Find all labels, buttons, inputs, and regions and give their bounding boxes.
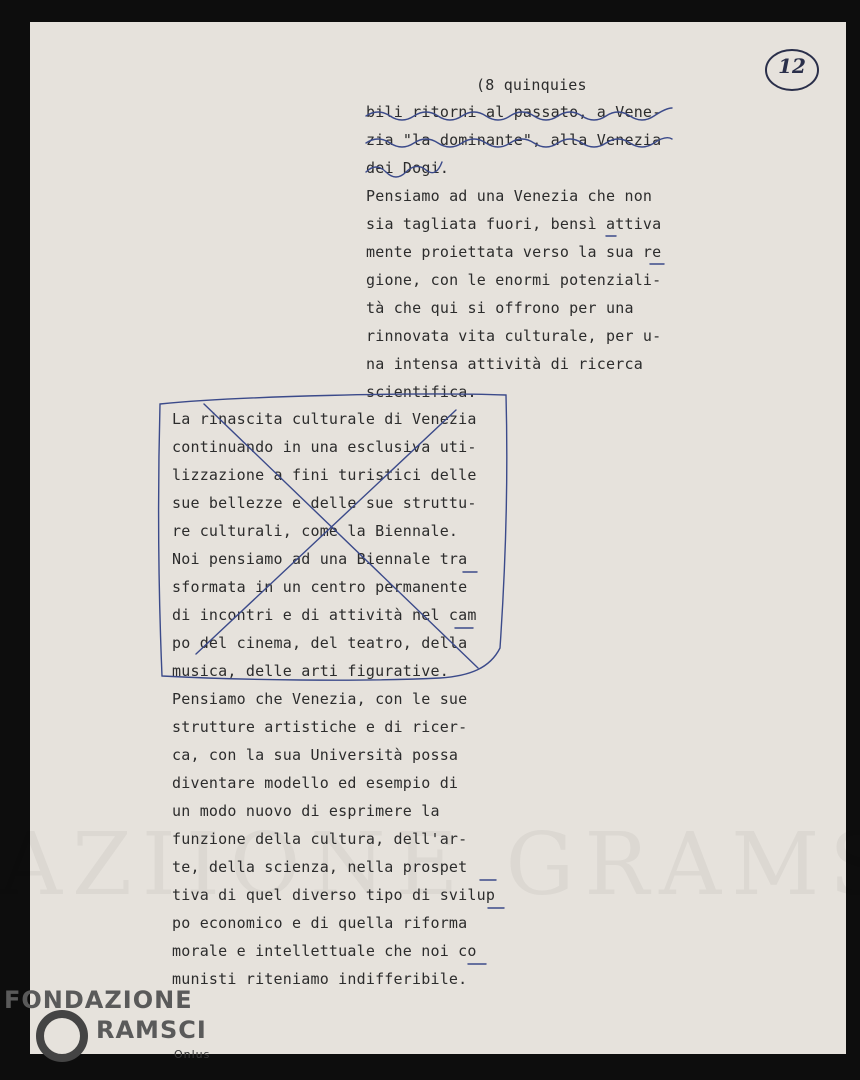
crossed-text-line: re culturali, come la Biennale. [172,522,459,540]
crossed-text-line: lizzazione a fini turistici delle [172,466,477,484]
crossed-text-line: sformata in un centro permanente [172,578,468,596]
page-number: 12 [778,54,806,78]
archive-logo [4,986,214,1076]
text-line: dei Dogi. [366,159,450,177]
text-line: ca, con la sua Università possa [172,746,459,764]
text-line: funzione della cultura, dell'ar- [172,830,468,848]
text-line: zia "la dominante", alla Venezia [366,131,662,149]
text-line: tà che qui si offrono per una [366,299,634,317]
text-line: na intensa attività di ricerca [366,355,643,373]
text-line: morale e intellettuale che noi co [172,942,477,960]
text-line: tiva di quel diverso tipo di svilup [172,886,496,904]
crossed-text-line: Noi pensiamo ad una Biennale tra [172,550,468,568]
logo-g-mark [36,1010,88,1062]
section-heading: (8 quinquies [476,76,587,94]
crossed-text-line: sue bellezze e delle sue struttu- [172,494,477,512]
crossed-text-line: di incontri e di attività nel cam [172,606,477,624]
text-line: po economico e di quella riforma [172,914,468,932]
text-line: diventare modello ed esempio di [172,774,459,792]
text-line: gione, con le enormi potenziali- [366,271,662,289]
logo-line-3: Onlus [174,1048,211,1061]
text-line: munisti riteniamo indifferibile. [172,970,468,988]
crossed-text-line: po del cinema, del teatro, della [172,634,468,652]
text-line: rinnovata vita culturale, per u- [366,327,662,345]
text-line: scientifica. [366,383,477,401]
text-line: sia tagliata fuori, bensì attiva [366,215,662,233]
crossed-text-line: musica, delle arti figurative. [172,662,449,680]
text-line: Pensiamo ad una Venezia che non [366,187,653,205]
text-line: un modo nuovo di esprimere la [172,802,440,820]
text-line: strutture artistiche e di ricer- [172,718,468,736]
text-line: bili ritorni al passato, a Vene- [366,103,662,121]
text-line: Pensiamo che Venezia, con le sue [172,690,468,708]
text-line: te, della scienza, nella prospet [172,858,468,876]
logo-line-2: RAMSCI [96,1016,207,1044]
text-line: mente proiettata verso la sua re [366,243,662,261]
crossed-text-line: continuando in una esclusiva uti- [172,438,477,456]
logo-line-1: FONDAZIONE [4,986,193,1014]
crossed-text-line: La rinascita culturale di Venezia [172,410,477,428]
